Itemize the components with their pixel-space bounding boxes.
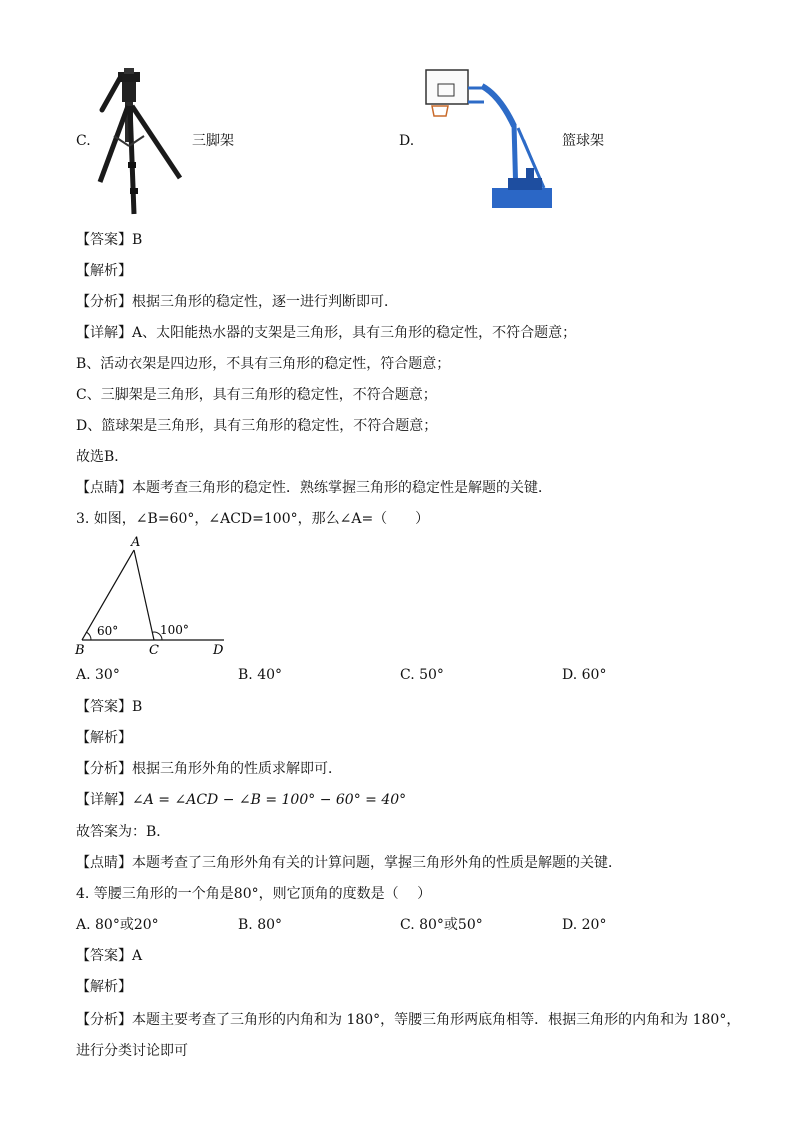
q3-conclusion: 故答案为：B． [76,824,171,840]
q2-xiangjie-line [76,323,576,343]
answer-value: A [132,948,143,964]
dianjing-tag: 【点睛】 [76,480,132,496]
q4-analysis-heading: 【解析】 [76,979,132,995]
q4-fenxi-line1 [76,1010,740,1030]
q4-stem: 4. 等腰三角形的一个角是80°，则它顶角的度数是（ ） [76,886,432,902]
xiangjie-tag: 【详解】 [76,325,132,341]
q4-answer-line [76,946,142,966]
q3-dianjing-line [76,853,622,873]
fenxi-text: 根据三角形的稳定性，逐一进行判断即可． [132,294,398,310]
angle-b-label: 60° [97,624,119,638]
q3-analysis-heading: 【解析】 [76,730,132,746]
q4-option-d: D. 20° [562,917,607,933]
q2-analysis-heading: 【解析】 [76,263,132,279]
fenxi-tag: 【分析】 [76,761,132,777]
q3-fenxi-line [76,759,342,779]
tripod-image [92,66,188,216]
answer-tag: 【答案】 [76,232,132,248]
angle-b-arc [87,632,92,640]
dianjing-tag: 【点睛】 [76,855,132,871]
q3-option-d: D. 60° [562,667,607,683]
label-a: A [131,535,141,550]
dianjing-text: 本题考查三角形的稳定性．熟练掌握三角形的稳定性是解题的关键． [132,480,552,496]
fenxi-tag: 【分析】 [76,294,132,310]
q2-line-b: B、活动衣架是四边形，不具有三角形的稳定性，符合题意； [76,356,451,372]
q2-dianjing-line [76,478,552,498]
q3-option-b: B. 40° [238,667,283,683]
xiangjie-formula: ∠A = ∠ACD − ∠B = 100° − 60° = 40° [132,792,407,808]
xiangjie-text: A、太阳能热水器的支架是三角形，具有三角形的稳定性，不符合题意； [132,325,577,341]
option-c-caption: 三脚架 [192,133,234,149]
option-c-letter: C. [76,133,91,149]
q3-option-a: A. 30° [76,667,120,683]
segment-ac [134,550,154,640]
fenxi-text: 根据三角形外角的性质求解即可． [132,761,342,777]
basketball-hoop-image [420,66,562,214]
fenxi-text: 本题主要考查了三角形的内角和为 180°，等腰三角形两底角相等．根据三角形的内角和为 180°， [132,1012,741,1028]
q2-fenxi-line [76,292,398,312]
q3-option-c: C. 50° [400,667,444,683]
q4-option-a: A. 80°或20° [76,917,159,933]
q2-line-d: D、篮球架是三角形，具有三角形的稳定性，不符合题意； [76,418,438,434]
q4-option-b: B. 80° [238,917,283,933]
xiangjie-tag: 【详解】 [76,792,132,808]
dianjing-text: 本题考查了三角形外角有关的计算问题，掌握三角形外角的性质是解题的关键． [132,855,622,871]
q3-answer-line [76,697,142,717]
answer-tag: 【答案】 [76,948,132,964]
angle-c-label: 100° [160,623,189,637]
q2-line-c: C、三脚架是三角形，具有三角形的稳定性，不符合题意； [76,387,437,403]
q4-fenxi-line2: 进行分类讨论即可 [76,1043,188,1059]
label-b: B [75,643,85,658]
fenxi-tag: 【分析】 [76,1012,132,1028]
answer-value: B [132,699,143,715]
q2-answer-line [76,230,142,250]
triangle-figure [70,534,240,658]
label-d: D [213,643,224,658]
q4-option-c: C. 80°或50° [400,917,483,933]
answer-tag: 【答案】 [76,699,132,715]
answer-value: B [132,232,143,248]
q3-xiangjie-line [76,790,406,810]
q2-conclusion: 故选B． [76,449,129,465]
label-c: C [149,643,159,658]
option-d-letter: D. [399,133,415,149]
q3-stem: 3. 如图，∠B=60°，∠ACD=100°，那么∠A=（ ） [76,511,430,527]
option-d-caption: 篮球架 [562,133,604,149]
